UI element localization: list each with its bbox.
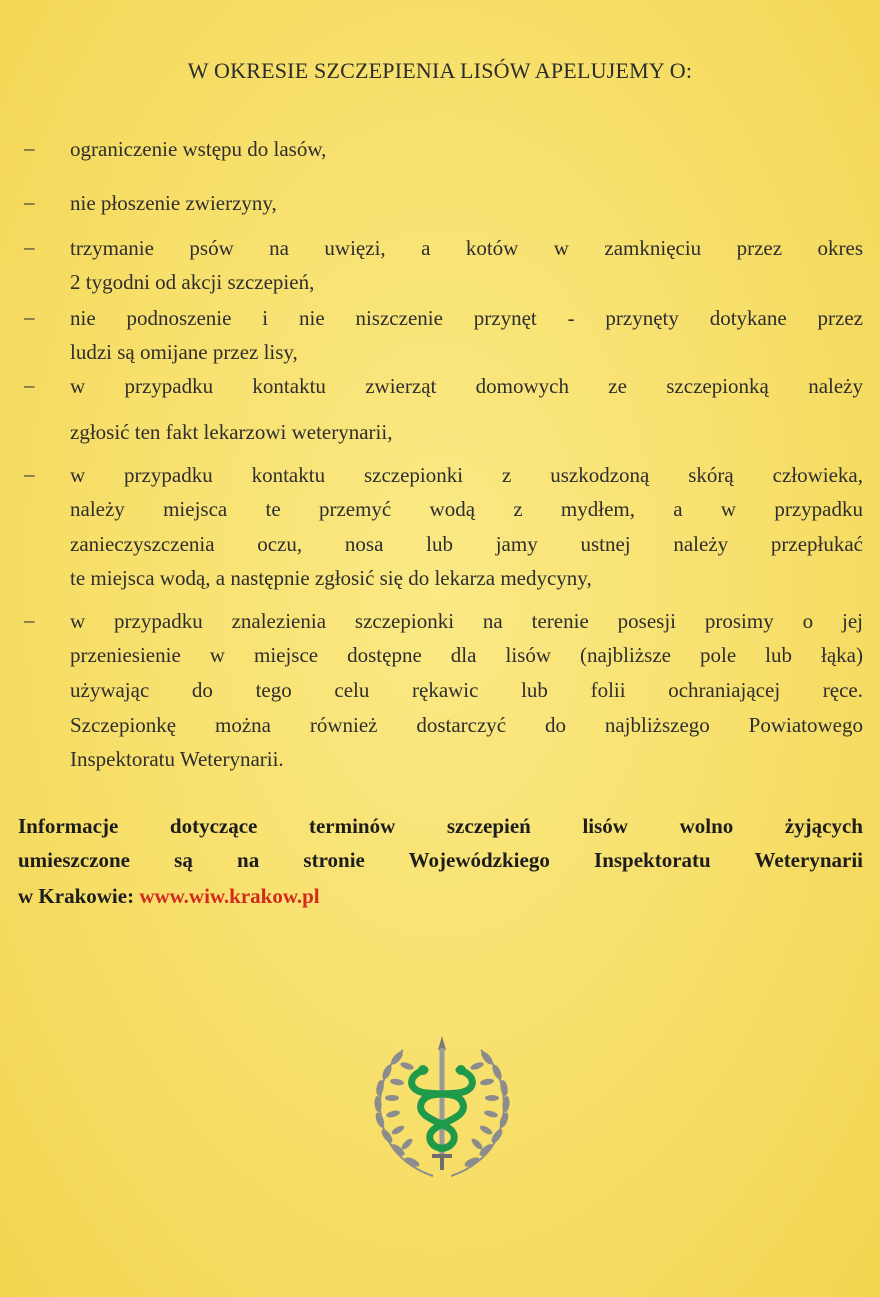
appeal-line: należy miejsca te przemyć wodą z mydłem, a w przypadku bbox=[70, 497, 863, 521]
dash-bullet: – bbox=[24, 608, 35, 632]
page-title: W OKRESIE SZCZEPIENIA LISÓW APELUJEMY O: bbox=[187, 58, 693, 83]
dash-bullet: – bbox=[24, 373, 35, 397]
appeal-line: Szczepionkę można również dostarczyć do najbliższego Powiatowego bbox=[70, 713, 863, 737]
appeal-line: nie płoszenie zwierzyny, bbox=[70, 191, 277, 215]
appeal-line: 2 tygodni od akcji szczepień, bbox=[70, 270, 315, 294]
appeal-line: zanieczyszczenia oczu, nosa lub jamy ustnej należy przepłukać bbox=[70, 532, 863, 556]
info-line-3 bbox=[18, 882, 863, 910]
info-line-3-prefix: w Krakowie: bbox=[18, 884, 135, 908]
appeal-line: przeniesienie w miejsce dostępne dla lisów (najbliższe pole lub łąka) bbox=[70, 643, 863, 667]
veterinary-inspection-emblem-icon bbox=[363, 1030, 521, 1180]
appeal-line: w przypadku kontaktu szczepionki z uszkodzoną skórą człowieka, bbox=[70, 463, 863, 487]
appeal-line: ludzi są omijane przez lisy, bbox=[70, 340, 298, 364]
dash-bullet: – bbox=[24, 305, 35, 329]
info-line-2: umieszczone są na stronie Wojewódzkiego Inspektoratu Weterynarii bbox=[18, 848, 863, 872]
appeal-line: ograniczenie wstępu do lasów, bbox=[70, 137, 327, 161]
appeal-line: Inspektoratu Weterynarii. bbox=[70, 747, 284, 771]
appeal-line: nie podnoszenie i nie niszczenie przynęt - przynęty dotykane przez bbox=[70, 306, 863, 330]
website-link[interactable]: www.wiw.krakow.pl bbox=[139, 884, 320, 908]
dash-bullet: – bbox=[24, 136, 35, 160]
appeal-line: te miejsca wodą, a następnie zgłosić się do lekarza medycyny, bbox=[70, 566, 592, 590]
dash-bullet: – bbox=[24, 190, 35, 214]
appeal-line: zgłosić ten fakt lekarzowi weterynarii, bbox=[70, 420, 393, 444]
appeal-line: używając do tego celu rękawic lub folii ochraniającej ręce. bbox=[70, 678, 863, 702]
appeal-line: w przypadku kontaktu zwierząt domowych ze szczepionką należy bbox=[70, 374, 863, 398]
dash-bullet: – bbox=[24, 462, 35, 486]
appeal-line: w przypadku znalezienia szczepionki na terenie posesji prosimy o jej bbox=[70, 609, 863, 633]
appeal-line: trzymanie psów na uwięzi, a kotów w zamknięciu przez okres bbox=[70, 236, 863, 260]
info-line-1: Informacje dotyczące terminów szczepień lisów wolno żyjących bbox=[18, 814, 863, 838]
dash-bullet: – bbox=[24, 235, 35, 259]
